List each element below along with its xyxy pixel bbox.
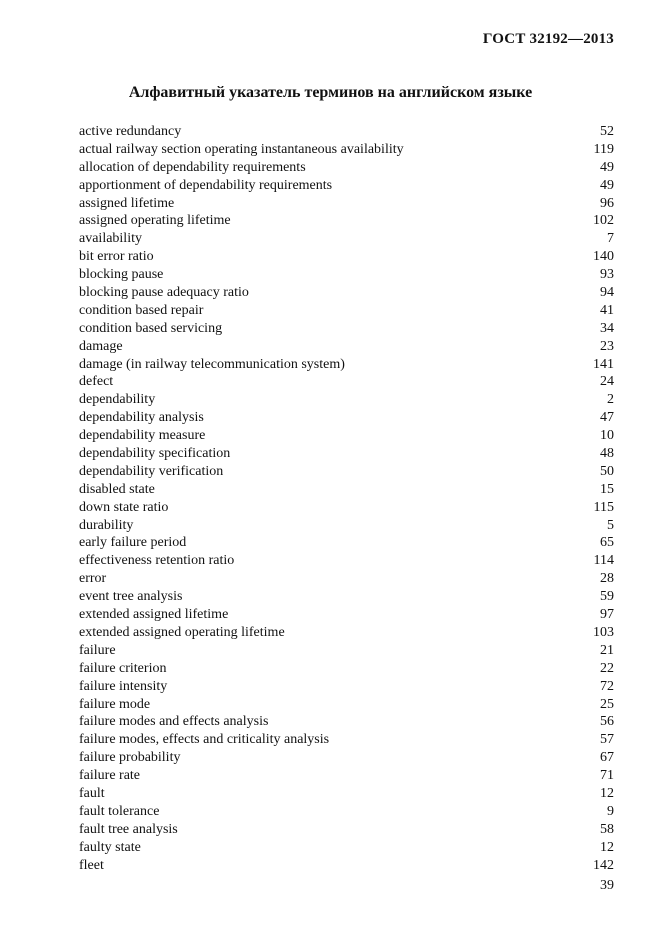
index-term: fleet — [79, 857, 104, 873]
index-entry — [79, 445, 614, 463]
index-term: allocation of dependability requirements — [79, 159, 306, 175]
index-entry — [79, 696, 614, 714]
index-term: failure — [79, 642, 116, 658]
index-entry — [79, 409, 614, 427]
index-term: failure criterion — [79, 660, 167, 676]
index-page-ref: 114 — [593, 553, 614, 569]
index-term: condition based repair — [79, 302, 204, 318]
index-entry — [79, 785, 614, 803]
index-term: fault tolerance — [79, 803, 160, 819]
index-page-ref: 9 — [607, 803, 614, 819]
index-term: assigned lifetime — [79, 195, 175, 211]
index-entry — [79, 570, 614, 588]
index-entry — [79, 338, 614, 356]
page-number: 39 — [600, 878, 614, 893]
index-term: effectiveness retention ratio — [79, 553, 235, 569]
index-term: blocking pause adequacy ratio — [79, 285, 249, 301]
index-entry — [79, 481, 614, 499]
index-page-ref: 71 — [600, 768, 614, 784]
index-entry — [79, 141, 614, 159]
index-entry — [79, 803, 614, 821]
index-term: failure modes and effects analysis — [79, 714, 269, 730]
index-entry — [79, 266, 614, 284]
index-page-ref: 67 — [600, 750, 614, 766]
index-page-ref: 5 — [607, 517, 614, 533]
index-entry — [79, 427, 614, 445]
index-page-ref: 57 — [600, 732, 614, 748]
index-page-ref: 49 — [600, 159, 614, 175]
index-term: dependability verification — [79, 463, 224, 479]
index-page-ref: 12 — [600, 785, 614, 801]
index-entry — [79, 320, 614, 338]
index-entry — [79, 821, 614, 839]
index-page-ref: 72 — [600, 678, 614, 694]
index-entry — [79, 463, 614, 481]
index-term: error — [79, 571, 107, 587]
index-page-ref: 140 — [593, 249, 614, 265]
index-page-ref: 56 — [600, 714, 614, 730]
index-page-ref: 141 — [593, 356, 614, 372]
index-page-ref: 49 — [600, 177, 614, 193]
index-entry — [79, 159, 614, 177]
index-term: defect — [79, 374, 114, 390]
index-entry — [79, 534, 614, 552]
index-entry — [79, 588, 614, 606]
index-term: apportionment of dependability requirements — [79, 177, 333, 193]
index-entry — [79, 123, 614, 141]
index-page-ref: 94 — [600, 285, 614, 301]
index-term: early failure period — [79, 535, 187, 551]
index-term: dependability specification — [79, 446, 231, 462]
index-entry — [79, 356, 614, 374]
index-term: faulty state — [79, 839, 141, 855]
index-term: down state ratio — [79, 499, 169, 515]
index-page-ref: 22 — [600, 660, 614, 676]
index-entry — [79, 642, 614, 660]
index-entry — [79, 499, 614, 517]
index-page-ref: 15 — [600, 481, 614, 497]
index-page-ref: 7 — [607, 231, 614, 247]
index-page-ref: 59 — [600, 589, 614, 605]
index-page-ref: 28 — [600, 571, 614, 587]
index-page-ref: 142 — [593, 857, 614, 873]
index-term: extended assigned lifetime — [79, 607, 229, 623]
index-entry — [79, 624, 614, 642]
index-page-ref: 102 — [593, 213, 614, 229]
page-title: Алфавитный указатель терминов на английском языке — [128, 84, 533, 101]
index-term: damage (in railway telecommunication system) — [79, 356, 345, 372]
index-page-ref: 65 — [600, 535, 614, 551]
index-page-ref: 48 — [600, 446, 614, 462]
standard-designation: ГОСТ 32192—2013 — [482, 31, 614, 47]
index-entry — [79, 857, 614, 875]
index-term: dependability measure — [79, 428, 206, 444]
index-term: condition based servicing — [79, 320, 223, 336]
index-page-ref: 52 — [600, 124, 614, 139]
index-term: blocking pause — [79, 267, 164, 283]
index-entry — [79, 678, 614, 696]
index-page-ref: 10 — [600, 428, 614, 444]
index-page-ref: 119 — [593, 141, 614, 157]
index-entry — [79, 177, 614, 195]
index-entry — [79, 230, 614, 248]
index-term: failure modes, effects and criticality analysis — [79, 732, 330, 748]
index-entry — [79, 839, 614, 857]
index-page-ref: 93 — [600, 267, 614, 283]
index-term: actual railway section operating instantaneous availability — [79, 141, 404, 157]
index-page-ref: 58 — [600, 821, 614, 837]
index-term: bit error ratio — [79, 249, 154, 265]
index-page-ref: 41 — [600, 302, 614, 318]
index-entry — [79, 302, 614, 320]
index-page-ref: 96 — [600, 195, 614, 211]
index-entry — [79, 373, 614, 391]
index-term: extended assigned operating lifetime — [79, 624, 285, 640]
index-term: failure mode — [79, 696, 151, 712]
index-term: dependability analysis — [79, 410, 204, 426]
index-page-ref: 47 — [600, 410, 614, 426]
index-term: active redundancy — [79, 124, 182, 139]
index-page-ref: 115 — [593, 499, 614, 515]
index-term: availability — [79, 231, 142, 247]
index-term: disabled state — [79, 481, 155, 497]
index-entry — [79, 195, 614, 213]
index-entry — [79, 606, 614, 624]
index-term: failure rate — [79, 768, 141, 784]
term-index-list — [79, 123, 614, 874]
index-page-ref: 50 — [600, 463, 614, 479]
index-entry — [79, 713, 614, 731]
index-entry — [79, 517, 614, 535]
index-term: failure probability — [79, 750, 181, 766]
index-entry — [79, 731, 614, 749]
index-term: failure intensity — [79, 678, 168, 694]
index-page-ref: 23 — [600, 338, 614, 354]
index-entry — [79, 212, 614, 230]
index-term: assigned operating lifetime — [79, 213, 231, 229]
index-term: event tree analysis — [79, 589, 183, 605]
index-term: dependability — [79, 392, 156, 408]
index-page-ref: 21 — [600, 642, 614, 658]
index-term: fault tree analysis — [79, 821, 178, 837]
index-entry — [79, 749, 614, 767]
index-entry — [79, 248, 614, 266]
index-page-ref: 2 — [607, 392, 614, 408]
index-page-ref: 34 — [600, 320, 614, 336]
index-term: durability — [79, 517, 134, 533]
index-page-ref: 12 — [600, 839, 614, 855]
index-page-ref: 24 — [600, 374, 614, 390]
index-entry — [79, 767, 614, 785]
index-page-ref: 25 — [600, 696, 614, 712]
index-term: fault — [79, 785, 105, 801]
index-term: damage — [79, 338, 123, 354]
index-page-ref: 103 — [593, 624, 614, 640]
index-entry — [79, 660, 614, 678]
index-page-ref: 97 — [600, 607, 614, 623]
index-entry — [79, 552, 614, 570]
index-entry — [79, 391, 614, 409]
index-entry — [79, 284, 614, 302]
